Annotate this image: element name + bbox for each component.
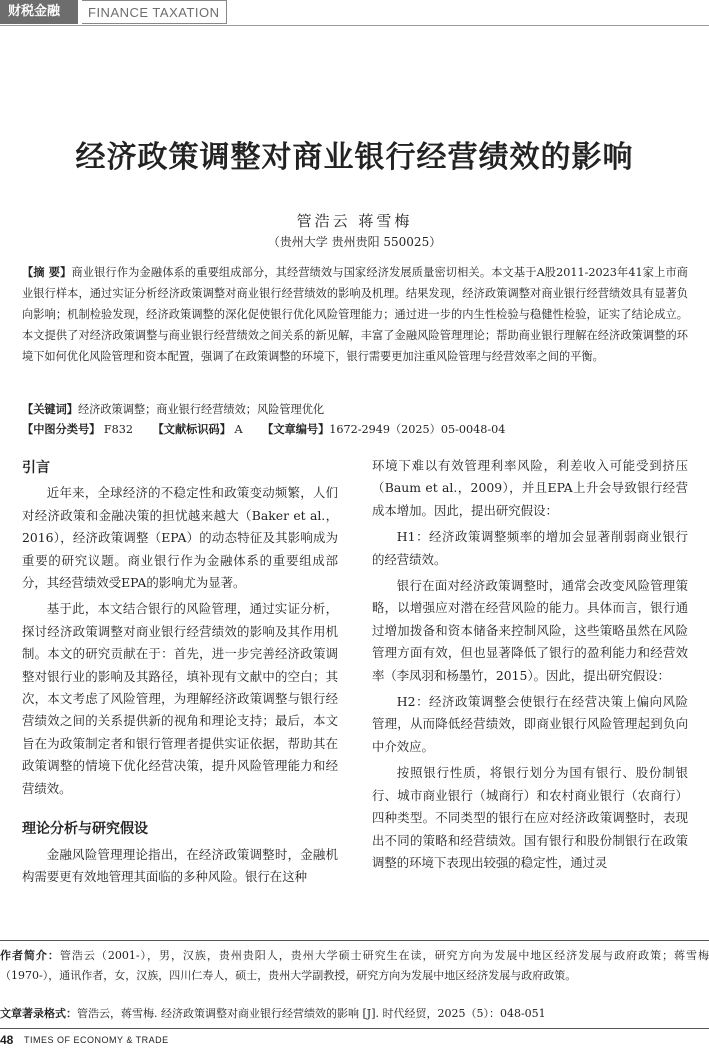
citation-format: [0, 1004, 709, 1024]
footer-divider: [0, 1028, 709, 1029]
citation-label: 文章著录格式：: [0, 1007, 77, 1020]
footnote-divider: [0, 940, 709, 941]
author-bio: [0, 946, 709, 986]
abstract-text: 商业银行作为金融体系的重要组成部分，其经营绩效与国家经济发展质量密切相关。本文基于A股2011-2023年41家上市商业银行样本，通过实证分析经济政策调整对商业银行经营绩效的影响及机理。结果发现，经济政策调整对商业银行经营绩效具有显著负向影响；机制检验发现，经济政策调整的深化促使银行优化风险管理能力；通过进一步的内生性检验与稳健性检验，证实了结论成立。本文提供了对经济政策调整与商业银行经营绩效之间关系的新见解，丰富了金融风险管理理论；帮助商业银行理解在经济政策调整的环境下如何优化风险管理和资本配置，强调了在政策调整的环境下，银行需要更加注重风险管理与经营效率之间的平衡。: [22, 266, 688, 363]
article-no-value: 1672-2949（2025）05-0048-04: [329, 423, 506, 436]
keywords-label: 【关键词】: [22, 403, 78, 416]
abstract: [22, 262, 688, 367]
right-column: [372, 455, 688, 878]
running-header: [0, 0, 709, 24]
keywords-text: 经济政策调整；商业银行经营绩效；风险管理优化: [77, 403, 325, 416]
clc-label: 【中图分类号】: [22, 423, 101, 436]
section-title-intro: 引言: [22, 460, 50, 476]
header-divider: [0, 25, 709, 26]
classification-line: [22, 420, 688, 440]
hypothesis-h1: H1：经济政策调整频率的增加会显著削弱商业银行的经营绩效。: [372, 529, 688, 567]
author-bio-text: 管浩云（2001-），男，汉族，贵州贵阳人，贵州大学硕士研究生在读，研究方向为发展中地区经济发展与政府政策；蒋雪梅（1970-），通讯作者，女，汉族，四川仁寿人，硕士，贵州大学副教授，研究方向为发展中地区经济发展与政府政策。: [0, 949, 709, 982]
article-title: 经济政策调整对商业银行经营绩效的影响: [75, 140, 634, 175]
authors: 管浩云 蒋雪梅: [296, 212, 413, 230]
paragraph: 环境下难以有效管理利率风险，利差收入可能受到挤压（Baum et al.，2009），并且EPA上升会导致银行经营成本增加。因此，提出研究假设：: [372, 458, 688, 518]
journal-name: TIMES OF ECONOMY & TRADE: [24, 1035, 169, 1045]
paragraph: 基于此，本文结合银行的风险管理，通过实证分析，探讨经济政策调整对商业银行经营绩效的影响及其作用机制。本文的研究贡献在于：首先，进一步完善经济政策调整对银行业的影响及其路径，填补现有文献中的空白；其次，本文考虑了风险管理，为理解经济政策调整与银行经营绩效之间的关系提供新的视角和理论支持；最后，本文旨在为政策制定者和银行管理者提供实证依据，帮助其在政策调整的情境下优化经营决策，提升风险管理能力和经营绩效。: [22, 601, 338, 796]
paragraph: 近年来，全球经济的不稳定性和政策变动频繁，人们对经济政策和金融决策的担忧越来越大（Baker et al.，2016），经济政策调整（EPA）的动态特征及其影响成为重要的研究议题。商业银行作为金融体系的重要组成部分，其经营绩效受EPA的影响尤为显著。: [22, 485, 338, 591]
paragraph: 银行在面对经济政策调整时，通常会改变风险管理策略，以增强应对潜在经营风险的能力。具体而言，银行通过增加拨备和资本储备来控制风险，这些策略虽然在风险管理方面有效，但也显著降低了银行的盈利能力和经营效率（李凤羽和杨墨竹，2015）。因此，提出研究假设：: [372, 578, 688, 683]
section-title-theory: 理论分析与研究假设: [22, 821, 148, 838]
keywords: [22, 400, 688, 420]
citation-text: 管浩云，蒋雪梅. 经济政策调整对商业银行经营绩效的影响 [J]. 时代经贸，2025（5）：048-051: [77, 1007, 546, 1020]
doc-code-label: 【文献标识码】: [152, 423, 231, 436]
abstract-label: 【摘 要】: [22, 266, 72, 279]
clc-value: F832: [103, 423, 134, 436]
affiliation: （贵州大学 贵州贵阳 550025）: [267, 235, 442, 249]
paragraph: 金融风险管理理论指出，在经济政策调整时，金融机构需要更有效地管理其面临的多种风险。银行在这种: [22, 846, 338, 884]
left-column: [22, 455, 338, 892]
doc-code-value: A: [234, 423, 243, 436]
paragraph: 按照银行性质，将银行划分为国有银行、股份制银行、城市商业银行（城商行）和农村商业银行（农商行）四种类型。不同类型的银行在应对经济政策调整时，表现出不同的策略和经营绩效。国有银行和股份制银行在政策调整的环境下表现出较强的稳定性，通过灵: [372, 765, 688, 870]
section-tag-en: FINANCE TAXATION: [82, 0, 227, 24]
author-bio-label: 作者简介：: [0, 949, 60, 962]
article-no-label: 【文章编号】: [262, 423, 330, 436]
hypothesis-h2: H2：经济政策调整会使银行在经营决策上偏向风险管理，从而降低经营绩效，即商业银行风险管理起到负向中介效应。: [372, 694, 688, 754]
section-tag-cn: 财税金融: [0, 0, 78, 24]
page-number: 48: [0, 1033, 14, 1047]
